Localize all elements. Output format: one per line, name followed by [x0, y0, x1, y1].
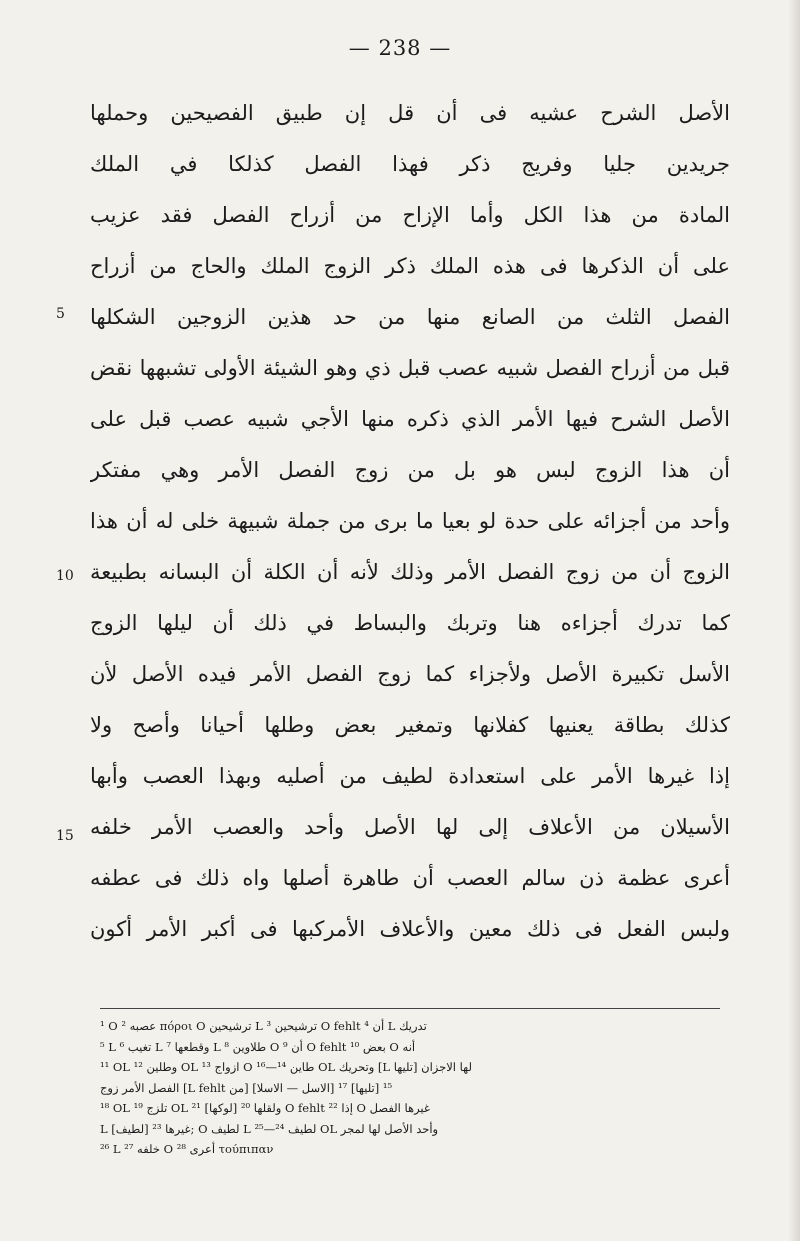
text-line: المادة من هذا الكل وأما الإزاح من أزراح الفصل فقد عزيب: [90, 203, 730, 227]
text-line: الأصل الشرح عشيه فى أن قل إن طبيق الفصيحين وحملها: [90, 101, 730, 125]
text-line: قبل من أزراح الفصل شبيه عصب قبل ذي وهو الشيئة الأولى تشبهها نقض: [90, 356, 730, 380]
text-line: وأحد من أجزائه على حدة لو بعيا ما برى من جملة شبيهة خلى له أن هذا: [90, 509, 730, 533]
text-line: جريدين جليا وفريج ذكر فهذا الفصل كذلكا في الملك: [90, 152, 730, 176]
text-line: ولبس الفعل فى ذلك معين والأعلاف الأمركبها فى أكبر الأمر أكون: [90, 917, 730, 941]
text-line: كما تدرك أجزاءه هنا وتربك والبساط في ذلك أن ليلها الزوج: [90, 611, 730, 635]
text-line: الزوج أن من زوج الفصل الأمر وذلك لأنه أن الكلة أن البسانه بطبيعة: [90, 560, 730, 584]
apparatus-line: الفصل الأمر زوج [L fehlt من] ¹⁵ [تليها] ¹⁷ [الاسل — الاسلا]: [100, 1080, 393, 1095]
apparatus-line: ⁵ L تغيب ⁶ L وقطعها ⁷ L طلاوين ⁸ O أن ⁹ O fehlt بعض ¹⁰ O أنه: [100, 1039, 416, 1054]
line-number: 15: [56, 828, 74, 844]
page-edge-shadow: [788, 0, 800, 1241]
text-line: الأسيلان من الأعلاف إلى لها الأصل وأحد والعصب الأمر خلفه: [90, 815, 730, 839]
text-line: أعرى عظمة ذن سالم العصب أن طاهرة أصلها واه ذلك فى عطفه: [90, 866, 730, 890]
text-line: على أن الذكرها فى هذه الملك ذكر الزوج الملك والحاج من أزراح: [90, 254, 730, 278]
text-line: إذا غيرها الأمر على استعدادة لطيف من أصليه وبهذا العصب وأبها: [90, 764, 730, 788]
line-number: 10: [56, 568, 74, 584]
text-line: الفصل الثلث من الصانع منها من حد هذين الزوجين الشكلها: [90, 305, 730, 329]
apparatus-line: ¹¹ OL وطلين ¹² OL ازواج ¹³ O طاين ¹⁴—¹⁶ OL وتحريك [L تليها] لها الاجزان: [100, 1060, 472, 1074]
apparatus-line: ¹ O عصبه ² πόροι O ترشيحين L ترشيحين ³ O fehlt أن ⁴ L تدريك: [100, 1019, 427, 1033]
text-line: الأسل تكبيرة الأصل ولأجزاء كما زوج الفصل الأمر فيده الأصل لأن: [90, 662, 730, 686]
text-line: الأصل الشرح فيها الأمر الذي ذكره منها الأجي شبيه عصب قبل على: [90, 407, 730, 431]
apparatus-line: ²⁶ L خلفه ²⁷ O أعرى ²⁸ τούπιπαν: [100, 1142, 274, 1156]
apparatus-line: ¹⁸ OL تلزج ¹⁹ OL ولقلها ²⁰ [لوكها] ²¹ O fehlt إذا ²² O غيرها الفصل: [100, 1101, 430, 1115]
footnote-rule: [100, 1008, 720, 1009]
text-line: كذلك بطاقة يعنيها كفلانها وتمغير بعض وطلها أحيانا وأصح ولا: [90, 713, 730, 737]
line-number: 5: [56, 306, 65, 322]
text-line: أن هذا الزوج لبس هو بل من زوج الفصل الأمر وهي مفتكر: [90, 458, 730, 482]
main-text-block: [90, 88, 730, 955]
apparatus-line: L غيرها ²³ [لطيف]; O لطيف L لطيف ²⁴—²⁵ OL وأحد الأصل لها لمجر: [100, 1121, 439, 1136]
critical-apparatus: [100, 1016, 740, 1160]
page-number: — 238 —: [348, 36, 452, 60]
